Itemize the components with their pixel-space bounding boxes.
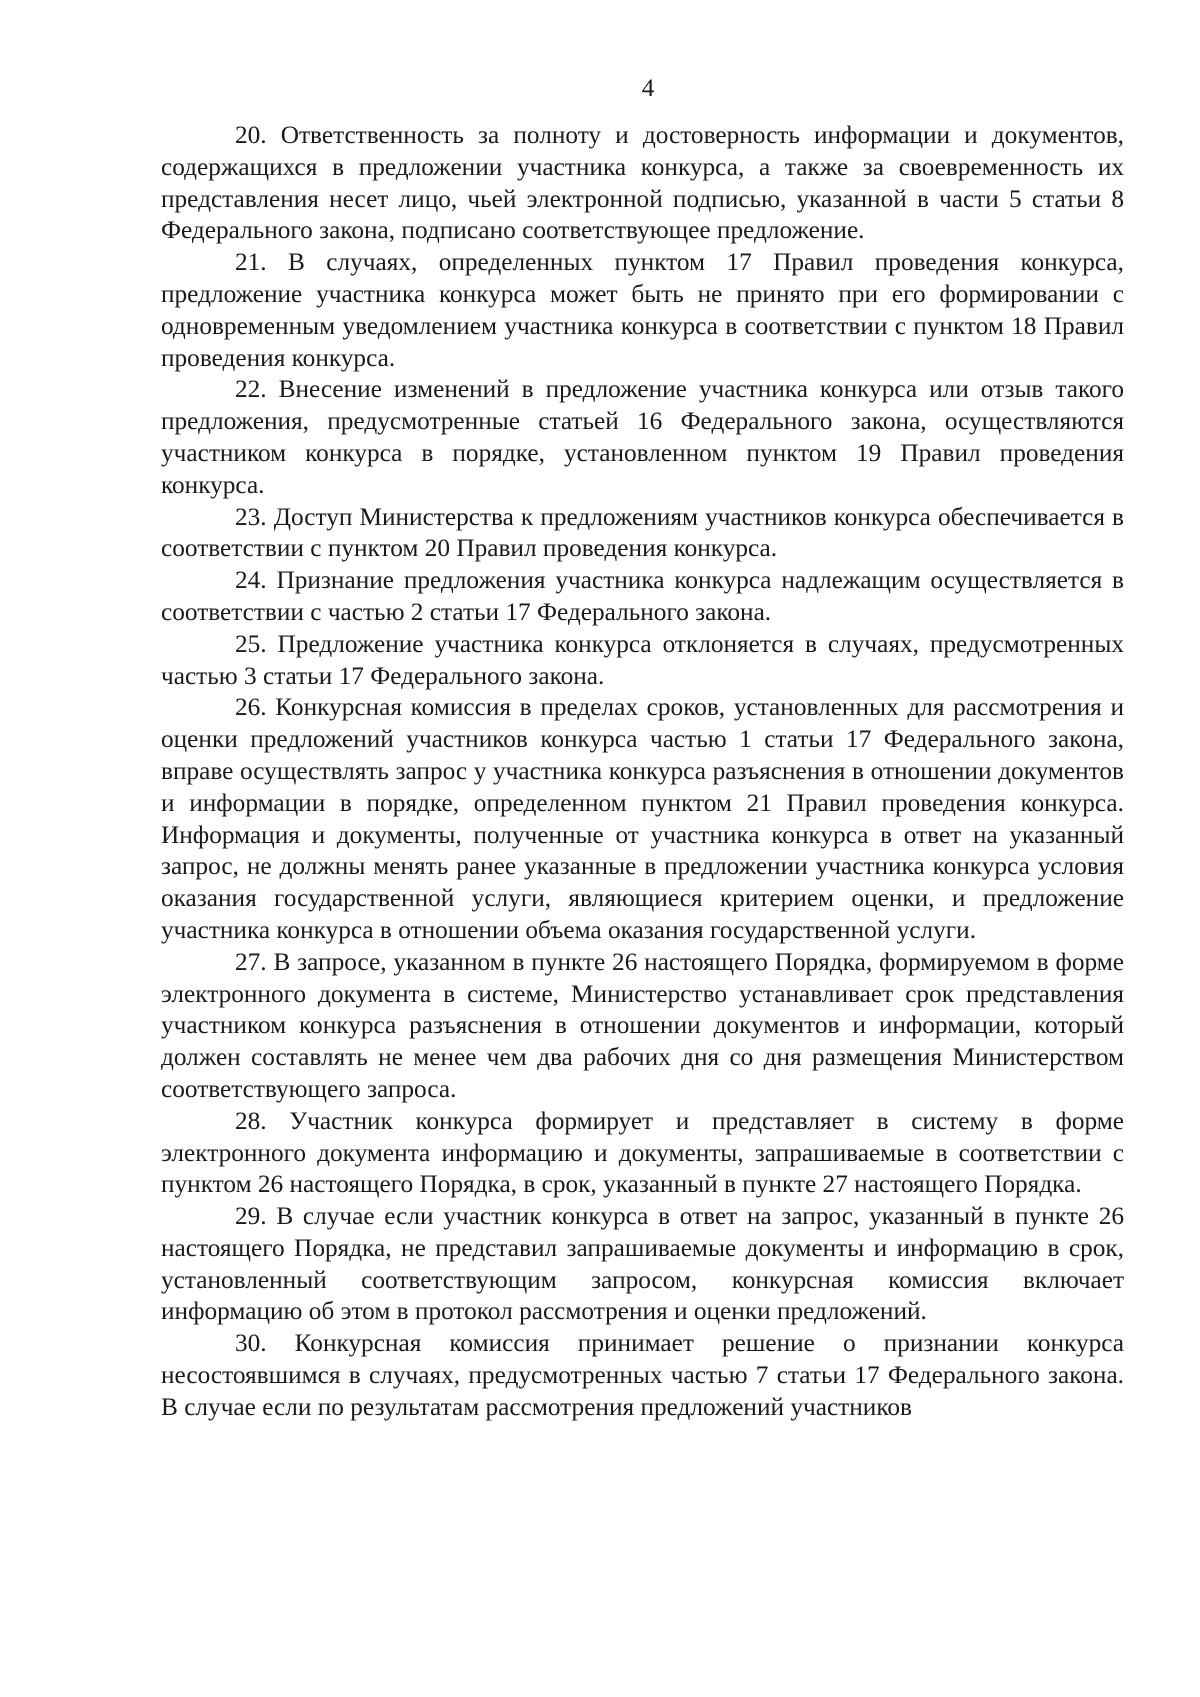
- paragraph-24: 24. Признание предложения участника конкурса надлежащим осуществляется в соответствии с частью 2 статьи 17 Федерального закона.: [161, 566, 1124, 626]
- paragraph-21: 21. В случаях, определенных пунктом 17 Правил проведения конкурса, предложение участника конкурса может быть не принято при его формировании с одновременным уведомлением участника конкурса в соответствии с пунктом 18 Правил проведения конкурса.: [161, 248, 1124, 372]
- body-text: [161, 120, 1124, 1424]
- paragraph-26: 26. Конкурсная комиссия в пределах сроков, установленных для рассмотрения и оценки предложений участников конкурса частью 1 статьи 17 Федерального закона, вправе осуществлять запрос у участника конкурса разъяснения в отношении документов и информации в порядке, определенном пунктом 21 Правил проведения конкурса. Информация и документы, полученные от участника конкурса в ответ на указанный запрос, не должны менять ранее указанные в предложении участника конкурса условия оказания государственной услуги, являющиеся критерием оценки, и предложение участника конкурса в отношении объема оказания государственной услуги.: [161, 693, 1124, 944]
- paragraph-25: 25. Предложение участника конкурса отклоняется в случаях, предусмотренных частью 3 статьи 17 Федерального закона.: [161, 629, 1124, 690]
- paragraph-29: 29. В случае если участник конкурса в ответ на запрос, указанный в пункте 26 настоящего Порядка, не представил запрашиваемые документы и информацию в срок, установленный соответствующим запросом, конкурсная комиссия включает информацию об этом в протокол рассмотрения и оценки предложений.: [161, 1202, 1124, 1326]
- paragraph-27: 27. В запросе, указанном в пункте 26 настоящего Порядка, формируемом в форме электронного документа в системе, Министерство устанавливает срок представления участником конкурса разъяснения в отношении документов и информации, который должен составлять не менее чем два рабочих дня со дня размещения Министерством соответствующего запроса.: [161, 947, 1124, 1103]
- paragraph-23: 23. Доступ Министерства к предложениям участников конкурса обеспечивается в соответствии с пунктом 20 Правил проведения конкурса.: [161, 502, 1124, 563]
- paragraph-22: 22. Внесение изменений в предложение участника конкурса или отзыв такого предложения, предусмотренные статьей 16 Федерального закона, осуществляются участником конкурса в порядке, установленном пунктом 19 Правил проведения конкурса.: [161, 375, 1124, 499]
- paragraph-20: 20. Ответственность за полноту и достоверность информации и документов, содержащихся в предложении участника конкурса, а также за своевременность их представления несет лицо, чьей электронной подписью, указанной в части 5 статьи 8 Федерального закона, подписано соответствующее предложение.: [161, 121, 1124, 245]
- paragraph-28: 28. Участник конкурса формирует и представляет в систему в форме электронного документа информацию и документы, запрашиваемые в соответствии с пунктом 26 настоящего Порядка, в срок, указанный в пункте 27 настоящего Порядка.: [161, 1106, 1124, 1199]
- paragraph-30: 30. Конкурсная комиссия принимает решение о признании конкурса несостоявшимся в случаях, предусмотренных частью 7 статьи 17 Федерального закона. В случае если по результатам рассмотрения предложений участников: [161, 1329, 1124, 1421]
- page-number: 4: [641, 75, 655, 102]
